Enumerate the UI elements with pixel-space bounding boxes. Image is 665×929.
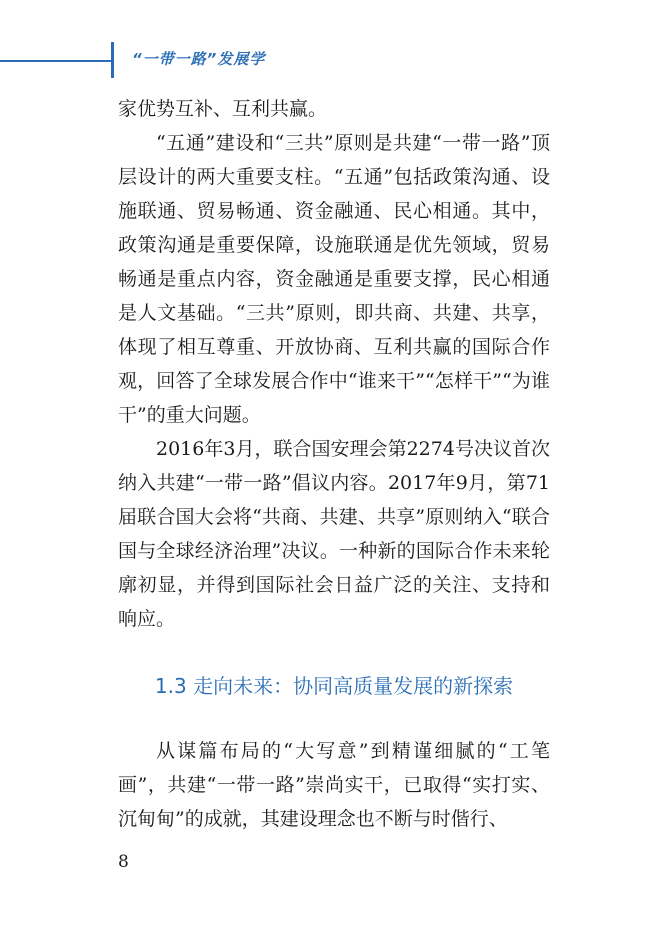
paragraph-future: 从谋篇布局的“大写意”到精谨细腻的“工笔画”，共建“一带一路”崇尚实干，已取得“实打实、沉甸甸”的成就，其建设理念也不断与时偕行、 — [118, 740, 550, 830]
paragraph-five-links: “五通”建设和“三共”原则是共建“一带一路”顶层设计的两大重要支柱。“五通”包括政策沟通、设施联通、贸易畅通、资金融通、民心相通。其中，政策沟通是重要保障，设施联通是优先领域，贸易畅通是重点内容，资金融通是重要支撑，民心相通是人文基础。“三共”原则，即共商、共建、共享，体现了相互尊重、开放协商、互利共赢的国际合作观，回答了全球发展合作中“谁来干”“怎样干”“为谁干”的重大问题。 — [118, 132, 550, 426]
body-text-bottom — [118, 734, 550, 836]
page-number: 8 — [118, 852, 129, 872]
paragraph-continuation: 家优势互补、互利共赢。 — [118, 98, 328, 120]
body-text-top — [118, 92, 550, 636]
running-header-title: “一带一路”发展学 — [132, 50, 266, 68]
paragraph-un-resolution: 2016年3月，联合国安理会第2274号决议首次纳入共建“一带一路”倡议内容。2017年9月，第71届联合国大会将“共商、共建、共享”原则纳入“联合国与全球经济治理”决议。一种新的国际合作未来轮廓初显，并得到国际社会日益广泛的关注、支持和响应。 — [118, 438, 550, 630]
header-accent-bar — [111, 42, 114, 78]
header-rule — [0, 60, 113, 62]
section-heading: 1.3 走向未来：协同高质量发展的新探索 — [154, 674, 514, 698]
